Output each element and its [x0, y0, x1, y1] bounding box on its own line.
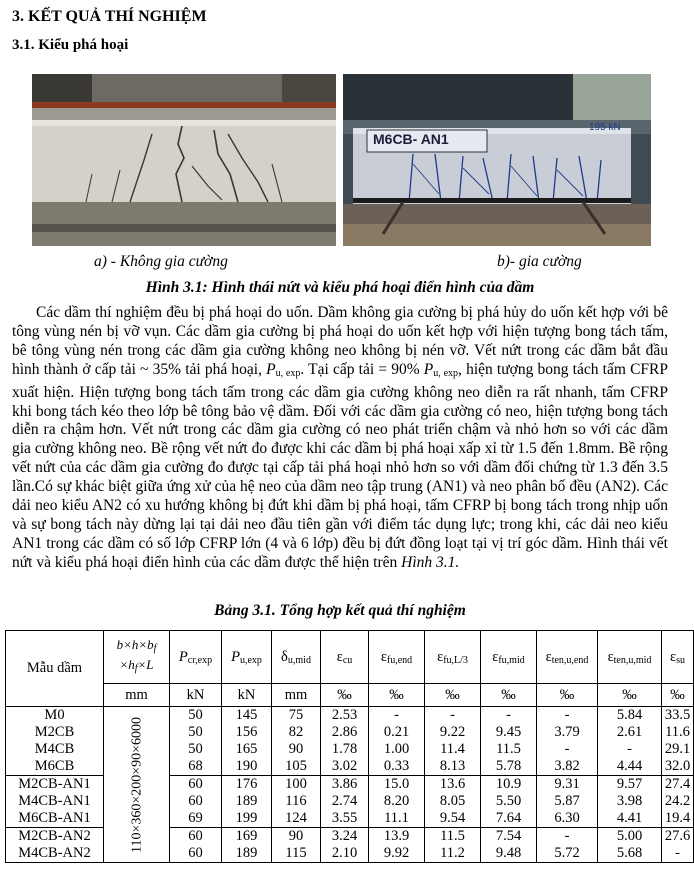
header-specimen: Mẫu dầm: [6, 631, 104, 707]
table-cell: -: [425, 707, 481, 725]
dimension-value: 110×360×200×90×6000: [129, 716, 144, 853]
header-eten-mid: $\varepsilon_{ten,u,mid}$: [598, 631, 662, 684]
table-cell: 3.98: [598, 793, 662, 810]
table-cell: 9.92: [369, 845, 425, 863]
table-cell: 2.74: [321, 793, 369, 810]
table-cell: 9.54: [425, 810, 481, 828]
table-cell: 11.4: [425, 741, 481, 758]
specimen-name-cell: M4CB: [6, 741, 104, 758]
subcaption-b: b)- gia cường: [497, 253, 582, 270]
table-cell: 7.64: [481, 810, 537, 828]
table-cell: 5.87: [537, 793, 598, 810]
table-cell: 29.1: [662, 741, 694, 758]
header-dimensions: $b\times h\times b_f$ $\times h_f\times L$: [104, 631, 170, 684]
table-cell: 189: [222, 793, 272, 810]
table-cell: 9.31: [537, 776, 598, 794]
table-cell: -: [662, 845, 694, 863]
specimen-name-cell: M4CB-AN1: [6, 793, 104, 810]
specimen-name-cell: M6CB-AN1: [6, 810, 104, 828]
table-cell: 189: [222, 845, 272, 863]
table-cell: 69: [170, 810, 222, 828]
table-cell: 27.4: [662, 776, 694, 794]
table-cell: 176: [222, 776, 272, 794]
table-cell: 15.0: [369, 776, 425, 794]
table-cell: 3.55: [321, 810, 369, 828]
table-cell: 5.50: [481, 793, 537, 810]
photo-b-load-label: 195 kN: [589, 122, 621, 133]
table-cell: 19.4: [662, 810, 694, 828]
table-cell: 0.33: [369, 758, 425, 776]
table-cell: 190: [222, 758, 272, 776]
dimension-cell: [104, 707, 170, 863]
table-cell: 115: [272, 845, 321, 863]
unit-cell: mm: [272, 684, 321, 707]
unit-cell: ‰: [662, 684, 694, 707]
table-row: [6, 707, 694, 725]
table-cell: 5.84: [598, 707, 662, 725]
specimen-name-cell: M2CB: [6, 724, 104, 741]
table-cell: 5.00: [598, 828, 662, 846]
table-cell: 165: [222, 741, 272, 758]
unit-cell: ‰: [321, 684, 369, 707]
table-cell: 199: [222, 810, 272, 828]
table-cell: 8.05: [425, 793, 481, 810]
table-cell: -: [537, 741, 598, 758]
table-cell: 3.02: [321, 758, 369, 776]
header-efu-end: $\varepsilon_{fu,end}$: [369, 631, 425, 684]
unit-cell: ‰: [537, 684, 598, 707]
table-cell: 3.79: [537, 724, 598, 741]
header-pu: $P_{u,exp}$: [222, 631, 272, 684]
table-cell: 90: [272, 828, 321, 846]
table-cell: 5.68: [598, 845, 662, 863]
table-cell: 75: [272, 707, 321, 725]
table-cell: -: [537, 828, 598, 846]
table-cell: 5.72: [537, 845, 598, 863]
table-cell: 50: [170, 724, 222, 741]
table-cell: 5.78: [481, 758, 537, 776]
photo-b-beam-label: M6CB- AN1: [373, 131, 449, 147]
table-cell: 2.10: [321, 845, 369, 863]
table-cell: 9.22: [425, 724, 481, 741]
table-cell: 2.53: [321, 707, 369, 725]
table-cell: 1.78: [321, 741, 369, 758]
table-cell: 10.9: [481, 776, 537, 794]
table-cell: 60: [170, 828, 222, 846]
header-esu: $\varepsilon_{su}$: [662, 631, 694, 684]
specimen-name-cell: M2CB-AN2: [6, 828, 104, 846]
table-cell: 0.21: [369, 724, 425, 741]
unit-cell: kN: [222, 684, 272, 707]
table-cell: -: [598, 741, 662, 758]
table-cell: 2.61: [598, 724, 662, 741]
table-cell: 6.30: [537, 810, 598, 828]
table-cell: 13.9: [369, 828, 425, 846]
header-efu-mid: $\varepsilon_{fu,mid}$: [481, 631, 537, 684]
unit-cell: ‰: [425, 684, 481, 707]
table-cell: -: [537, 707, 598, 725]
table-cell: 60: [170, 845, 222, 863]
table-cell: 169: [222, 828, 272, 846]
table-cell: 3.24: [321, 828, 369, 846]
table-cell: 1.00: [369, 741, 425, 758]
table-cell: 116: [272, 793, 321, 810]
table-cell: 2.86: [321, 724, 369, 741]
table-cell: 68: [170, 758, 222, 776]
photo-strengthened-beam: [343, 74, 651, 246]
table-cell: 82: [272, 724, 321, 741]
subsection-title: 3.1. Kiểu phá hoại: [12, 37, 129, 53]
specimen-name-cell: M0: [6, 707, 104, 725]
header-eten-end: $\varepsilon_{ten,u,end}$: [537, 631, 598, 684]
table-cell: 8.20: [369, 793, 425, 810]
header-efu-l3: $\varepsilon_{fu,L/3}$: [425, 631, 481, 684]
table-cell: 9.48: [481, 845, 537, 863]
section-title: 3. KẾT QUẢ THÍ NGHIỆM: [12, 8, 207, 25]
table-cell: 11.1: [369, 810, 425, 828]
table-cell: 11.5: [425, 828, 481, 846]
figure-reference: Hình 3.1.: [401, 553, 460, 571]
table-cell: 60: [170, 776, 222, 794]
table-cell: 32.0: [662, 758, 694, 776]
table-cell: 9.57: [598, 776, 662, 794]
table-cell: 145: [222, 707, 272, 725]
table-cell: 7.54: [481, 828, 537, 846]
header-ecu: $\varepsilon_{cu}$: [321, 631, 369, 684]
table-cell: 90: [272, 741, 321, 758]
header-delta: $\delta_{u,mid}$: [272, 631, 321, 684]
unit-cell: mm: [104, 684, 170, 707]
table-cell: 156: [222, 724, 272, 741]
figure-caption: Hình 3.1: Hình thái nứt và kiểu phá hoại điển hình của dầm: [145, 279, 535, 296]
table-cell: 100: [272, 776, 321, 794]
table-cell: 50: [170, 741, 222, 758]
photo-unstrengthened-beam: [32, 74, 336, 246]
table-cell: 4.41: [598, 810, 662, 828]
table-cell: 27.6: [662, 828, 694, 846]
subcaption-a: a) - Không gia cường: [94, 253, 228, 270]
unit-cell: ‰: [369, 684, 425, 707]
table-caption: Bảng 3.1. Tổng hợp kết quả thí nghiệm: [214, 602, 466, 619]
table-cell: 3.86: [321, 776, 369, 794]
table-cell: 105: [272, 758, 321, 776]
table-cell: 13.6: [425, 776, 481, 794]
table-cell: 11.6: [662, 724, 694, 741]
table-cell: -: [369, 707, 425, 725]
specimen-name-cell: M4CB-AN2: [6, 845, 104, 863]
specimen-name-cell: M2CB-AN1: [6, 776, 104, 794]
table-cell: 11.2: [425, 845, 481, 863]
table-cell: 3.82: [537, 758, 598, 776]
table-cell: 9.45: [481, 724, 537, 741]
results-paragraph: Các dầm thí nghiệm đều bị phá hoại do uốn. Dầm không gia cường bị phá hủy do uốn kết hợp với bê tông vùng nén bị vỡ vụn. Các dầm gia cường bị phá hoại do uốn kết hợp với hiện tượng bong tách tấm, bê tông vùng nén trong các dầm gia cường không neo không bị nén vỡ. Vết nứt trong các dầm bắt đầu hình thành ở cấp tải ~ 35% tải phá hoại, $P_{u, exp}$. Tại cấp tải = 90% $P_{u, exp}$, hiện tượng bong tách tấm CFRP xuất hiện. Hiện tượng bong tách tấm trong các dầm gia cường không neo diễn ra rất nhanh, tấm CFRP khi bong tách kéo theo lớp bê tông bảo vệ dầm. Đối với các dầm gia cường có neo, hiện tượng bong tách diễn ra chậm hơn. Vết nứt trong các dầm gia cường có neo phát triển chậm và nhỏ hơn so với các dầm gia cường không neo. Bề rộng vết nứt đo được khi các dầm bị phá hoại xấp xỉ từ 1.5 đến 1.8mm. Bề rộng vết nứt của các dầm gia cường đo được tại cấp tải phá hoại nhỏ hơn so với dầm đối chứng từ 1.3 đến 3.5 lần.Có sự khác biệt giữa ứng xử của hệ neo của dầm neo tập trung (AN1) và neo phân bố đều (AN2). Các dải neo kiểu AN2 có xu hướng không bị đứt khi dầm bị phá hoại, tấm CFRP bị bong tách trong nhịp uốn và sự bong tách này dừng lại tại dải neo đầu tiên gần với điểm tác dụng lực; trong khi, các dải neo kiểu AN1 trong các dầm có số lớp CFRP lớn (4 và 6 lớp) đều bị đứt đồng loạt tại vị trí góc dầm. Hình thái vết nứt và kiểu phá hoại điển hình của các dầm được thể hiện trên Hình 3.1.: [12, 304, 668, 571]
unit-cell: kN: [170, 684, 222, 707]
table-cell: 124: [272, 810, 321, 828]
table-cell: 50: [170, 707, 222, 725]
table-cell: 60: [170, 793, 222, 810]
header-pcr: $P_{cr,exp}$: [170, 631, 222, 684]
table-cell: -: [481, 707, 537, 725]
table-cell: 4.44: [598, 758, 662, 776]
unit-cell: ‰: [598, 684, 662, 707]
table-cell: 11.5: [481, 741, 537, 758]
results-table: [5, 630, 694, 863]
table-cell: 33.5: [662, 707, 694, 725]
table-cell: 8.13: [425, 758, 481, 776]
unit-cell: ‰: [481, 684, 537, 707]
specimen-name-cell: M6CB: [6, 758, 104, 776]
table-cell: 24.2: [662, 793, 694, 810]
